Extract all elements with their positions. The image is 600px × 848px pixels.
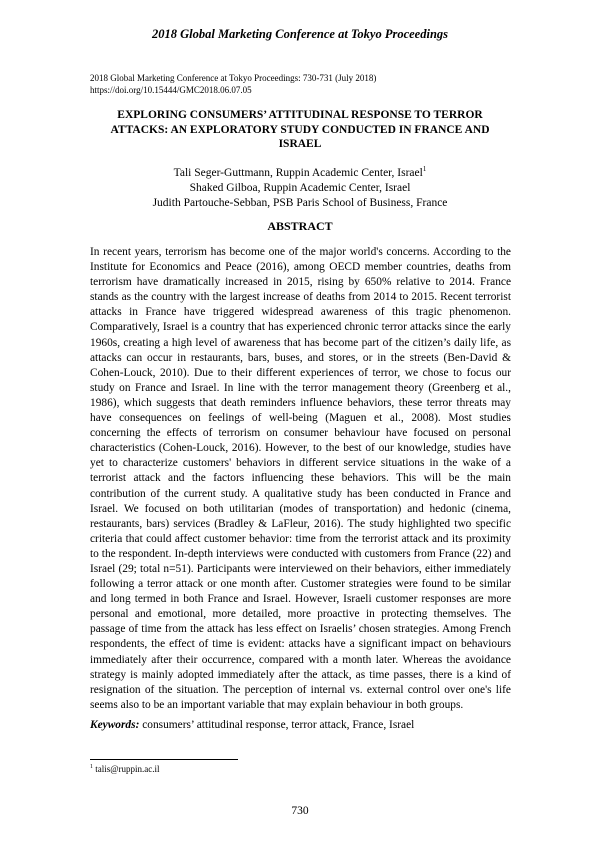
keywords-label: Keywords: (90, 719, 140, 731)
citation (90, 72, 510, 96)
doi-link[interactable]: https://doi.org/10.15444/GMC2018.06.07.05 (90, 85, 252, 95)
author-3: Judith Partouche-Sebban, PSB Paris School of Business, France (152, 196, 448, 209)
footnote (90, 764, 510, 774)
author-1-footnote-mark: 1 (422, 165, 427, 173)
abstract-body: In recent years, terrorism has become one of the major world's concerns. According to the Institute for Economics and Peace (2016), among OECD member countries, deaths from terrorism have dramatically increased in 2015, rising by 650% relative to 2014. France stands as the country with the largest increase of deaths from 2014 to 2015. Recent terrorist attacks in France have triggered widespread awareness of this tragic phenomenon. Comparatively, Israel is a country that has experienced chronic terror attacks since the early 1960s, creating a high level of awareness that has become part of the citizen’s daily life, as attacks can occur in restaurants, bars, buses, and stores, or in the streets (Ben-David & Cohen-Louck, 2010). Due to their different experiences of terror, we chose to focus our study on France and Israel. In line with the terror management theory (Greenberg et al., 1986), which suggests that death reminders influence behaviors, these terror threats may have consequences on feelings of well-being (Maguen et al., 2008). Most studies concerning the effects of terrorism on consumer behaviour have focused on personal characteristics (Cohen-Louck, 2016). However, to the best of our knowledge, studies have yet to characterize customers' behaviors in different service situations in the wake of a terrorist attack and the factors influencing these behaviors. This will be the main contribution of the current study. A qualitative study has been conducted in France and Israel. We focused on both utilitarian (modes of transportation) and hedonic (cinema, restaurants, bars) services (Bradley & LaFleur, 2016). The study highlighted two specific criteria that could affect customer behavior: time from the terrorist attack and its proximity to the respondent. In-depth interviews were conducted with customers from France (22) and Israel (29; total n=51). Participants were interviewed on their behaviors, either immediately following a terror attack or one month after. Customer strategies were found to be similar and long termed in both France and Israel. However, Israeli customer responses are more personal and emotional, more detailed, more proactive in protecting themselves. The passage of time from the attack has less effect on Israelis’ chosen strategies. Among French respondents, the effect of time is evident: attacks have a significant impact on behaviours immediately after their occurrence, compared with a month later. Whereas the avoidance strategy is mainly adopted immediately after the attack, as time passes, there is a kind of resignation of the situation. The perception of internal vs. external control over one's life seems also to be an important variable that may explain behaviour in both groups. (90, 246, 511, 711)
author-1-text: Tali Seger-Guttmann, Ruppin Academic Center, Israel (173, 166, 423, 179)
author-2: Shaked Gilboa, Ruppin Academic Center, Israel (189, 181, 411, 194)
paper-title: EXPLORING CONSUMERS’ ATTITUDINAL RESPONSE TO TERROR ATTACKS: AN EXPLORATORY STUDY CONDUCTED IN FRANCE AND ISRAEL (110, 109, 490, 150)
author-1 (90, 162, 510, 181)
citation-line: 2018 Global Marketing Conference at Tokyo Proceedings: 730-731 (July 2018) (90, 73, 377, 83)
keywords (90, 719, 510, 731)
author-list (90, 162, 510, 211)
abstract-heading: ABSTRACT (267, 219, 333, 233)
running-head: 2018 Global Marketing Conference at Tokyo Proceedings (151, 27, 449, 41)
footnote-divider (90, 759, 238, 760)
keywords-text: consumers’ attitudinal response, terror attack, France, Israel (142, 719, 415, 731)
page-number: 730 (291, 805, 309, 817)
footnote-email[interactable]: talis@ruppin.ac.il (95, 764, 160, 774)
footnote-mark: 1 (90, 764, 93, 770)
